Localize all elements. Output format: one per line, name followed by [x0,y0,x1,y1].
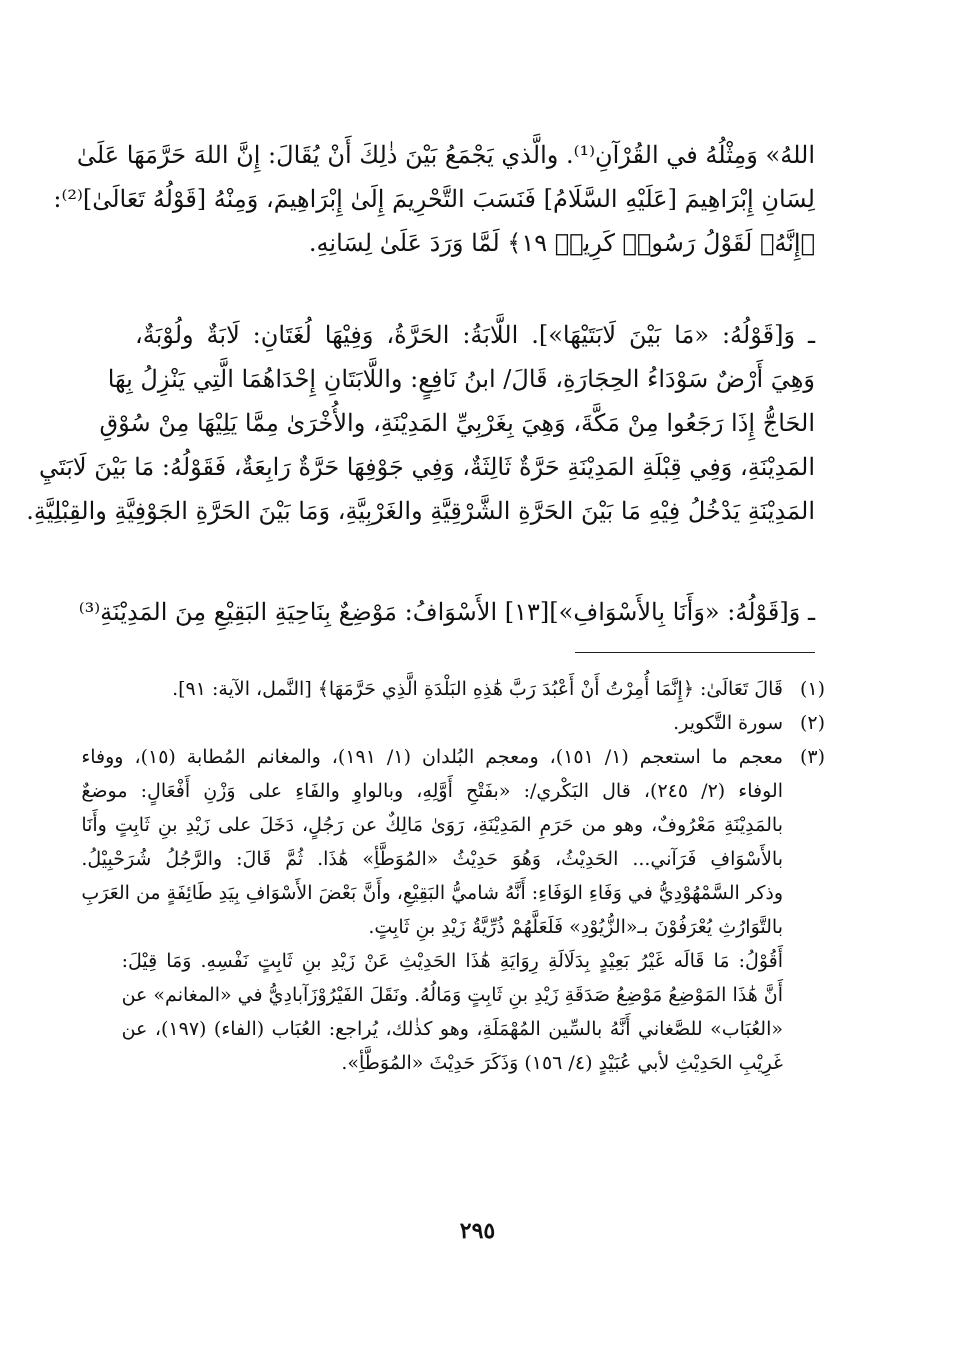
footnote-line: بالمَدِيْنَةِ مَعْرُوفٌ، وهو من حَرَمِ المَدِيْنَةِ، رَوَىٰ مَالِكٌ عن رَجُلٍ، دَخَلَ على زَيْدِ بنِ ثَابِتٍ وأَنَا [81,814,783,836]
footnote-line: الوفاء (٢/ ٢٤٥)، قال البَكْري/: «بفَتْحِ أَوَّلِهِ، وبالواوِ والفَاءِ على وَزْنِ أَفْعَالٍ: موضعٌ [81,780,783,802]
comment-line: «العُبَاب» للصَّغاني أَنَّهُ بالسِّين المُهْمَلَةِ، وهو كذٰلك، يُراجع: العُبَاب (الفاء) (١٩٧)، عن [121,1018,783,1040]
text-line: ـ وَ[قَوْلُهُ: «وَأَنَا بِالأَسْوَافِ»][١٣] الأَسْوَافُ: مَوْضِعٌ بِنَاحِيَةِ البَقِيْعِ مِنَ المَدِيْنَةِ⁽³⁾ [78,598,815,626]
footnote-number: (٢) [799,712,825,734]
text-line: الحَاجُّ إِذَا رَجَعُوا مِنْ مَكَّةَ، وَهِيَ بِغَرْبِيِّ المَدِيْنَةِ، والأُخْرَىٰ مِمَّا يَلِيْهَا مِنْ سُوْقِ [99,409,815,437]
footnote-separator [575,652,815,653]
text-line: وَهِيَ أَرْضٌ سَوْدَاءُ الحِجَارَةِ، قَالَ/ ابنُ نَافِعٍ: واللَّابَتَانِ إِحْدَاهُمَا الَّتِي يَنْزِلُ بِهَا [107,365,815,393]
footnote-number: (٣) [799,746,825,768]
footnote-line: بالأَسْوَافِ فَرَآني... الحَدِيْثُ، وَهُوَ حَدِيْثُ «المُوَطَّأِ» هَٰذَا. ثُمَّ قَالَ: والرَّجُلُ شُرَحْبِيْلُ. [81,848,783,870]
main-paragraph-3 [78,590,815,634]
footnote-comment [121,944,825,1080]
footnote-line: بالتَّوَارُثِ يُعْرَفُوْنَ بـ«الزُّيُوْدِ» فَلَعَلَّهُمْ ذُرِّيَّةُ زَيْدِ بنِ ثَابِتٍ. [368,916,783,938]
footnote-line: سورة التَّكوير. [673,712,783,734]
footnote-3 [81,740,825,944]
comment-line: غَرِيْبِ الحَدِيْثِ لأبي عُبَيْدٍ (٤/ ١٥٦) وَذَكَرَ حَدِيْثَ «المُوَطَّأِ». [341,1052,783,1074]
footnote-number: (١) [799,678,825,700]
footnotes [81,672,825,1080]
main-paragraph-1 [53,133,815,265]
page-number: ٢٩٥ [459,1218,496,1244]
footnote-line: وذكر السَّمْهُوْدِيُّ في وَفَاءِ الوَفَاءِ: أَنَّهُ شاميُّ البَقِيْعِ، وأَنَّ بَعْضَ الأَسْوَافِ بِيَدِ طَائِفَةٍ من العَرَبِ [81,882,783,904]
text-line: ـ وَ[قَوْلُهُ: «مَا بَيْنَ لَابَتَيْهَا»]. اللَّابَةُ: الحَرَّةُ، وَفِيْهَا لُغَتَانِ: لَابَةٌ ولُوْبَةٌ، [135,321,815,349]
text-line: ﴿إِنَّهُۥ لَقَوْلُ رَسُولٖ كَرِيمٖ ١٩﴾ لَمَّا وَرَدَ عَلَىٰ لِسَانِهِ. [308,229,815,257]
footnote-2 [125,706,825,740]
comment-line: أَقُوْلُ: مَا قَالَه غَيْرُ بَعِيْدٍ بِدَلَالَةِ رِوَايَةِ هَٰذَا الحَدِيْثِ عَنْ زَيْدِ بنِ ثَابِتٍ نَفْسِهِ. وَمَا قِيْلَ: [121,950,783,972]
text-line: اللهُ» وَمِثْلُهُ في القُرْآنِ⁽¹⁾. والَّذي يَجْمَعُ بَيْنَ ذٰلِكَ أَنْ يُقَالَ: إِنَّ اللهَ حَرَّمَهَا عَلَىٰ [76,141,815,169]
footnote-line: معجم ما استعجم (١/ ١٥١)، ومعجم البُلدان (١/ ١٩١)، والمغانم المُطابة (١٥)، ووفاء [81,746,783,768]
footnote-line: قَالَ تَعَالَىٰ: ﴿إِنَّمَا أُمِرْتُ أَنْ أَعْبُدَ رَبَّ هَٰذِهِ البَلْدَةِ الَّذِي حَرَّمَهَا﴾ [النَّمل، الآية: ٩١]. [172,678,783,700]
text-line: لِسَانِ إِبْرَاهِيمَ [عَلَيْهِ السَّلَامُ] فَنَسَبَ التَّحْرِيمَ إِلَىٰ إِبْرَاهِيمَ، وَمِنْهُ [قَوْلُهُ تَعَالَىٰ]⁽²⁾: [53,185,815,213]
comment-line: أَنَّ هَٰذَا المَوْضِعُ مَوْضِعُ صَدَقَةِ زَيْدِ بنِ ثَابِتٍ وَمَالُهُ. ونَقَلَ الفَيْرُوْزَآبادِيُّ في «المغانم» عن [121,984,783,1006]
text-line: المَدِيْنَةِ يَدْخُلُ فِيْهِ مَا بَيْنَ الحَرَّةِ الشَّرْقِيَّةِ والغَرْبِيَّةِ، وَمَا بَيْنَ الحَرَّةِ الجَوْفِيَّةِ والقِبْلِيَّةِ. [26,497,815,525]
footnote-1 [125,672,825,706]
text-line: المَدِيْنَةِ، وَفِي قِبْلَةِ المَدِيْنَةِ حَرَّةٌ ثَالِثَةٌ، وَفِي جَوْفِهَا حَرَّةٌ رَابِعَةٌ، فَقَوْلُهُ: مَا بَيْنَ لَابَتَيِ [39,453,815,481]
main-paragraph-2 [26,313,815,533]
